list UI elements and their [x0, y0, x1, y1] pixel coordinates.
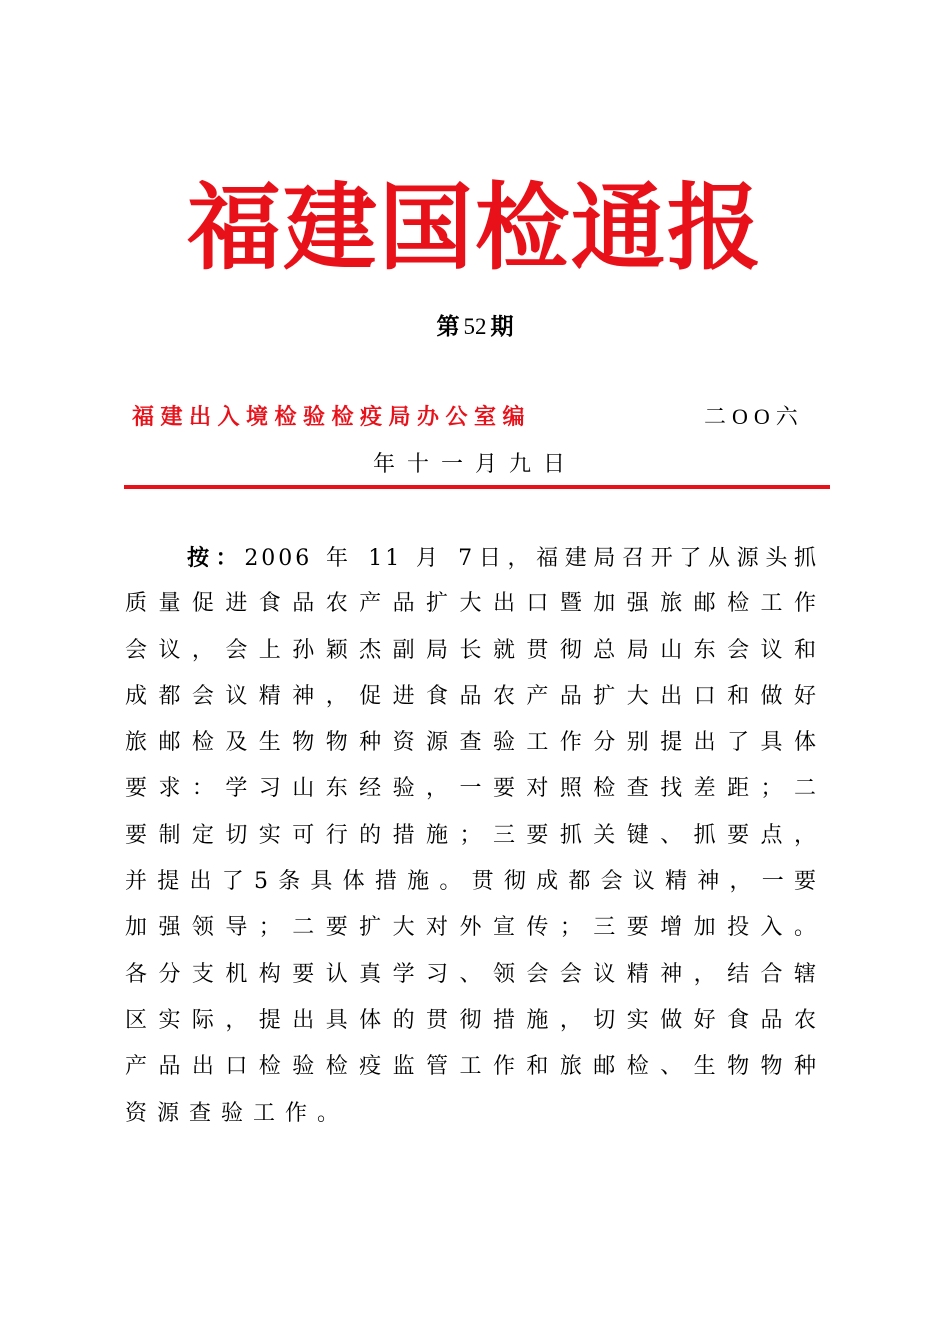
article-line: 区实际，提出具体的贯彻措施，切实做好食品农	[125, 1007, 819, 1033]
article-line: 成都会议精神，促进食品农产品扩大出口和做好	[125, 683, 819, 709]
publisher-name: 福建出入境检验检疫局办公室编	[132, 404, 532, 430]
issue-number	[0, 310, 950, 344]
issue-suffix: 期	[490, 313, 514, 340]
article-line: 资源查验工作。	[125, 1100, 350, 1126]
article-line: 要求：学习山东经验，一要对照检查找差距；二	[125, 776, 819, 802]
article-line: 并提出了5条具体措施。贯彻成都会议精神，一要	[125, 869, 819, 895]
article-line: 会议，会上孙颖杰副局长就贯彻总局山东会议和	[125, 637, 819, 663]
masthead-title: 福建国检通报	[186, 173, 763, 283]
article-line: 加强领导；二要扩大对外宣传；三要增加投入。	[125, 915, 819, 941]
issue-num: 52	[463, 314, 487, 339]
article-lead: 按：	[187, 545, 245, 571]
publish-date-year: 二OO六	[704, 404, 804, 429]
article-line: 质量促进食品农产品扩大出口暨加强旅邮检工作	[125, 591, 819, 617]
article-line: 按：2006 年 11 月 7日，福建局召开了从源头抓	[187, 545, 819, 571]
article-line: 要制定切实可行的措施；三要抓关键、抓要点，	[125, 822, 819, 848]
article-line: 产品出口检验检疫监管工作和旅邮检、生物物种	[125, 1054, 819, 1080]
header-divider	[124, 485, 830, 489]
article-line: 旅邮检及生物物种资源查验工作分别提出了具体	[125, 730, 819, 756]
issue-prefix: 第	[436, 313, 460, 340]
article-body	[125, 535, 819, 1137]
publish-date-monthday: 年十一月九日	[372, 452, 577, 477]
article-line: 各分支机构要认真学习、领会会议精神，结合辖	[125, 961, 819, 987]
